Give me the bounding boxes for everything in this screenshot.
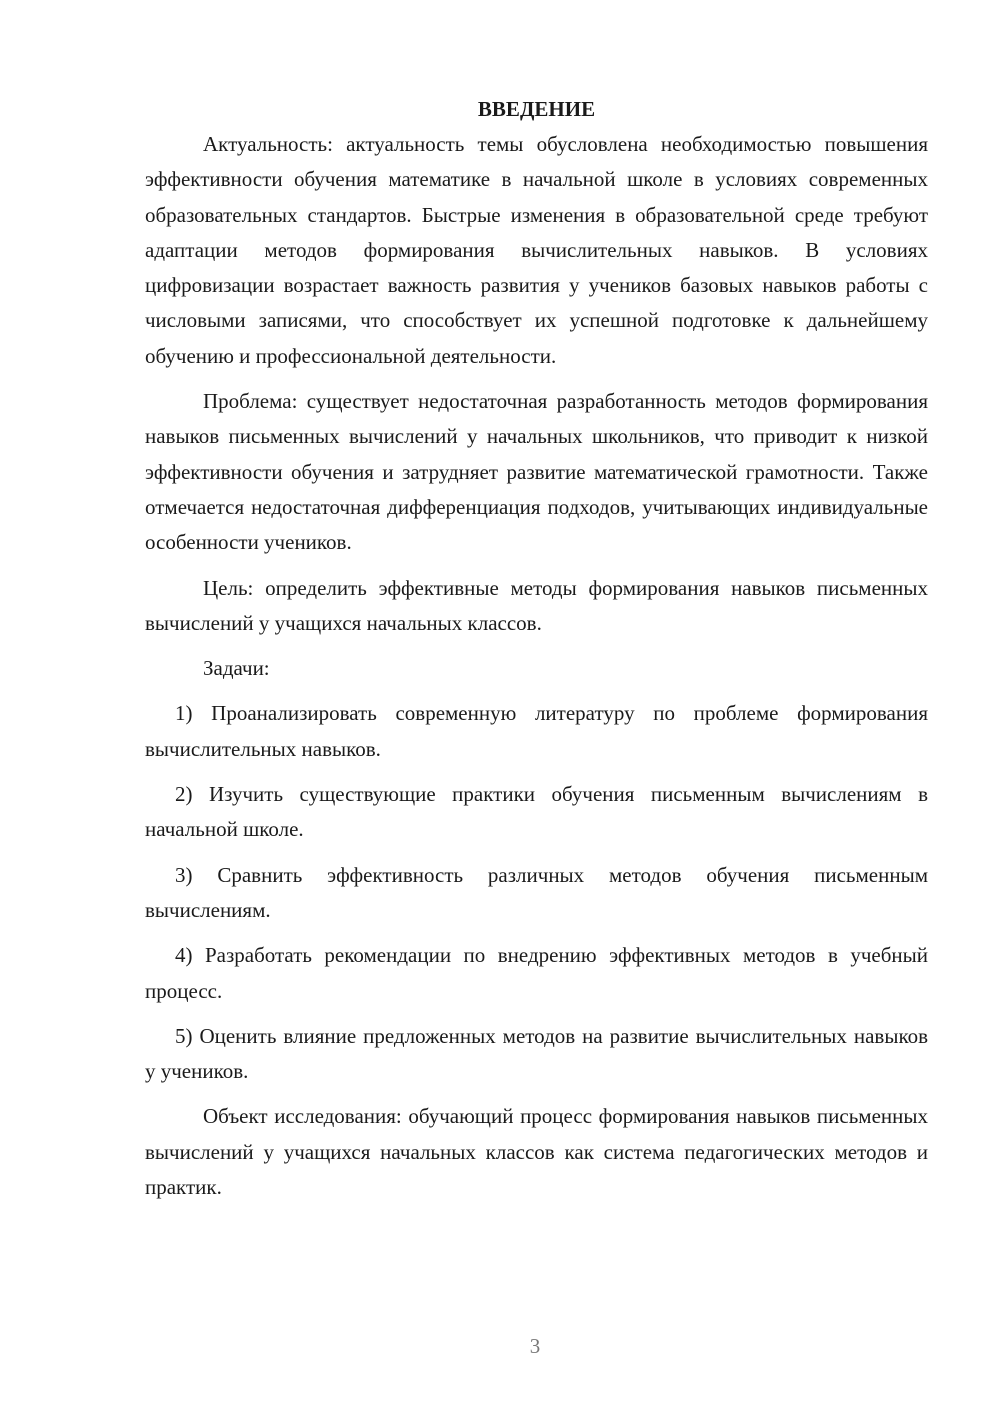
paragraph-relevance: Актуальность: актуальность темы обусловлена необходимостью повышения эффективности обучения математике в начальной школе в условиях современных образовательных стандартов. Быстрые изменения в образовательной среде требуют адаптации методов формирования вычислительных навыков. В условиях цифровизации возрастает важность развития у учеников базовых навыков работы с числовыми записями, что способствует их успешной подготовке к дальнейшему обучению и профессиональной деятельности. [145,132,928,368]
tasks-heading: Задачи: [203,656,270,681]
page-number: 3 [529,1334,541,1358]
task-item-5: 5) Оценить влияние предложенных методов на развитие вычислительных навыков у учеников. [145,1023,928,1084]
paragraph-problem: Проблема: существует недостаточная разработанность методов формирования навыков письменных вычислений у начальных школьников, что приводит к низкой эффективности обучения и затрудняет развитие математической грамотности. Также отмечается недостаточная дифференциация подходов, учитывающих индивидуальные особенности учеников. [145,389,928,555]
task-item-1: 1) Проанализировать современную литературу по проблеме формирования вычислительных навыков. [145,701,928,761]
document-page [145,92,928,1215]
paragraph-object: Объект исследования: обучающий процесс формирования навыков письменных вычислений у учащихся начальных классов как система педагогических методов и практик. [145,1104,928,1200]
task-item-4: 4) Разработать рекомендации по внедрению эффективных методов в учебный процесс. [145,943,928,1003]
task-item-2: 2) Изучить существующие практики обучения письменным вычислениям в начальной школе. [145,782,928,842]
paragraph-goal: Цель: определить эффективные методы формирования навыков письменных вычислений у учащихся начальных классов. [145,575,928,635]
task-item-3: 3) Сравнить эффективность различных методов обучения письменным вычислениям. [145,862,928,922]
section-heading: ВВЕДЕНИЕ [477,97,596,121]
